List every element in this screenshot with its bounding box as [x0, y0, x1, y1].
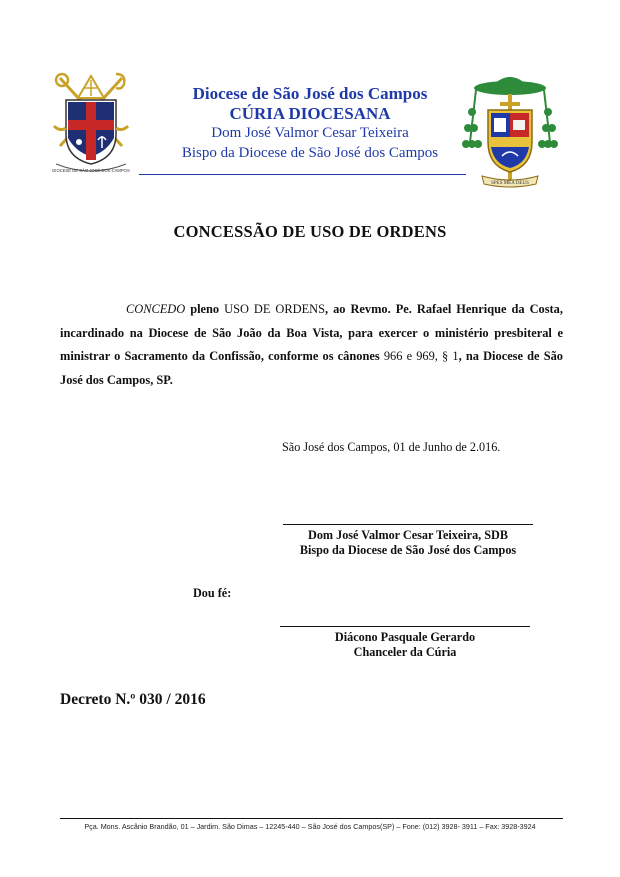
footer-divider [60, 818, 563, 819]
left-logo-text: DIOCESE DE SÃO JOSÉ DOS CAMPOS [52, 168, 130, 173]
signature2-name: Diácono Pasquale Gerardo [334, 630, 476, 644]
footer-address: Pça. Mons. Ascânio Brandão, 01 – Jardim. São Dimas – 12245-440 – São José dos Campos(SP) – Fone: (012) 3928- 3911 – Fax: 3928-3924 [84, 822, 536, 831]
decree-number: Decreto N.º 030 / 2016 [60, 691, 206, 708]
signature1-role: Bispo da Diocese de São José dos Campos [299, 543, 517, 557]
bishop-title: Bispo da Diocese de São José dos Campos [181, 145, 439, 161]
signature2-line [280, 626, 530, 627]
date-line: São José dos Campos, 01 de Junho de 2.016. [282, 440, 501, 454]
attest-label: Dou fé: [193, 586, 232, 600]
curia-title: CÚRIA DIOCESANA [229, 104, 391, 123]
body-seg3: , ao Revmo. Pe. Rafael Henrique da Costa, incardinado na Diocese de São João da Boa Vista, para exercer o ministério presbiteral e ministrar o Sacramento da Confissão, conforme os cânones [60, 302, 563, 364]
document-title: CONCESSÃO DE USO DE ORDENS [173, 222, 447, 241]
body-seg1: pleno [185, 302, 225, 316]
concedo-word: CONCEDO [126, 302, 186, 316]
body-seg2: USO DE ORDENS [224, 302, 325, 316]
bishop-name: Dom José Valmor Cesar Teixeira [211, 125, 409, 141]
diocese-name: Diocese de São José dos Campos [192, 84, 428, 103]
signature1-name: Dom José Valmor Cesar Teixeira, SDB [308, 528, 508, 542]
body-seg4: 966 e 969, § 1 [383, 349, 459, 364]
signature2-role: Chanceler da Cúria [353, 645, 457, 659]
signature1-line [283, 524, 533, 525]
body-paragraph [60, 298, 563, 392]
right-logo-motto: SPES MEA DEUS [491, 181, 529, 186]
header-divider [139, 174, 466, 175]
body-seg5: , na Diocese de São José dos Campos, SP. [60, 349, 563, 387]
bishop-coat-of-arms-icon [462, 72, 558, 190]
